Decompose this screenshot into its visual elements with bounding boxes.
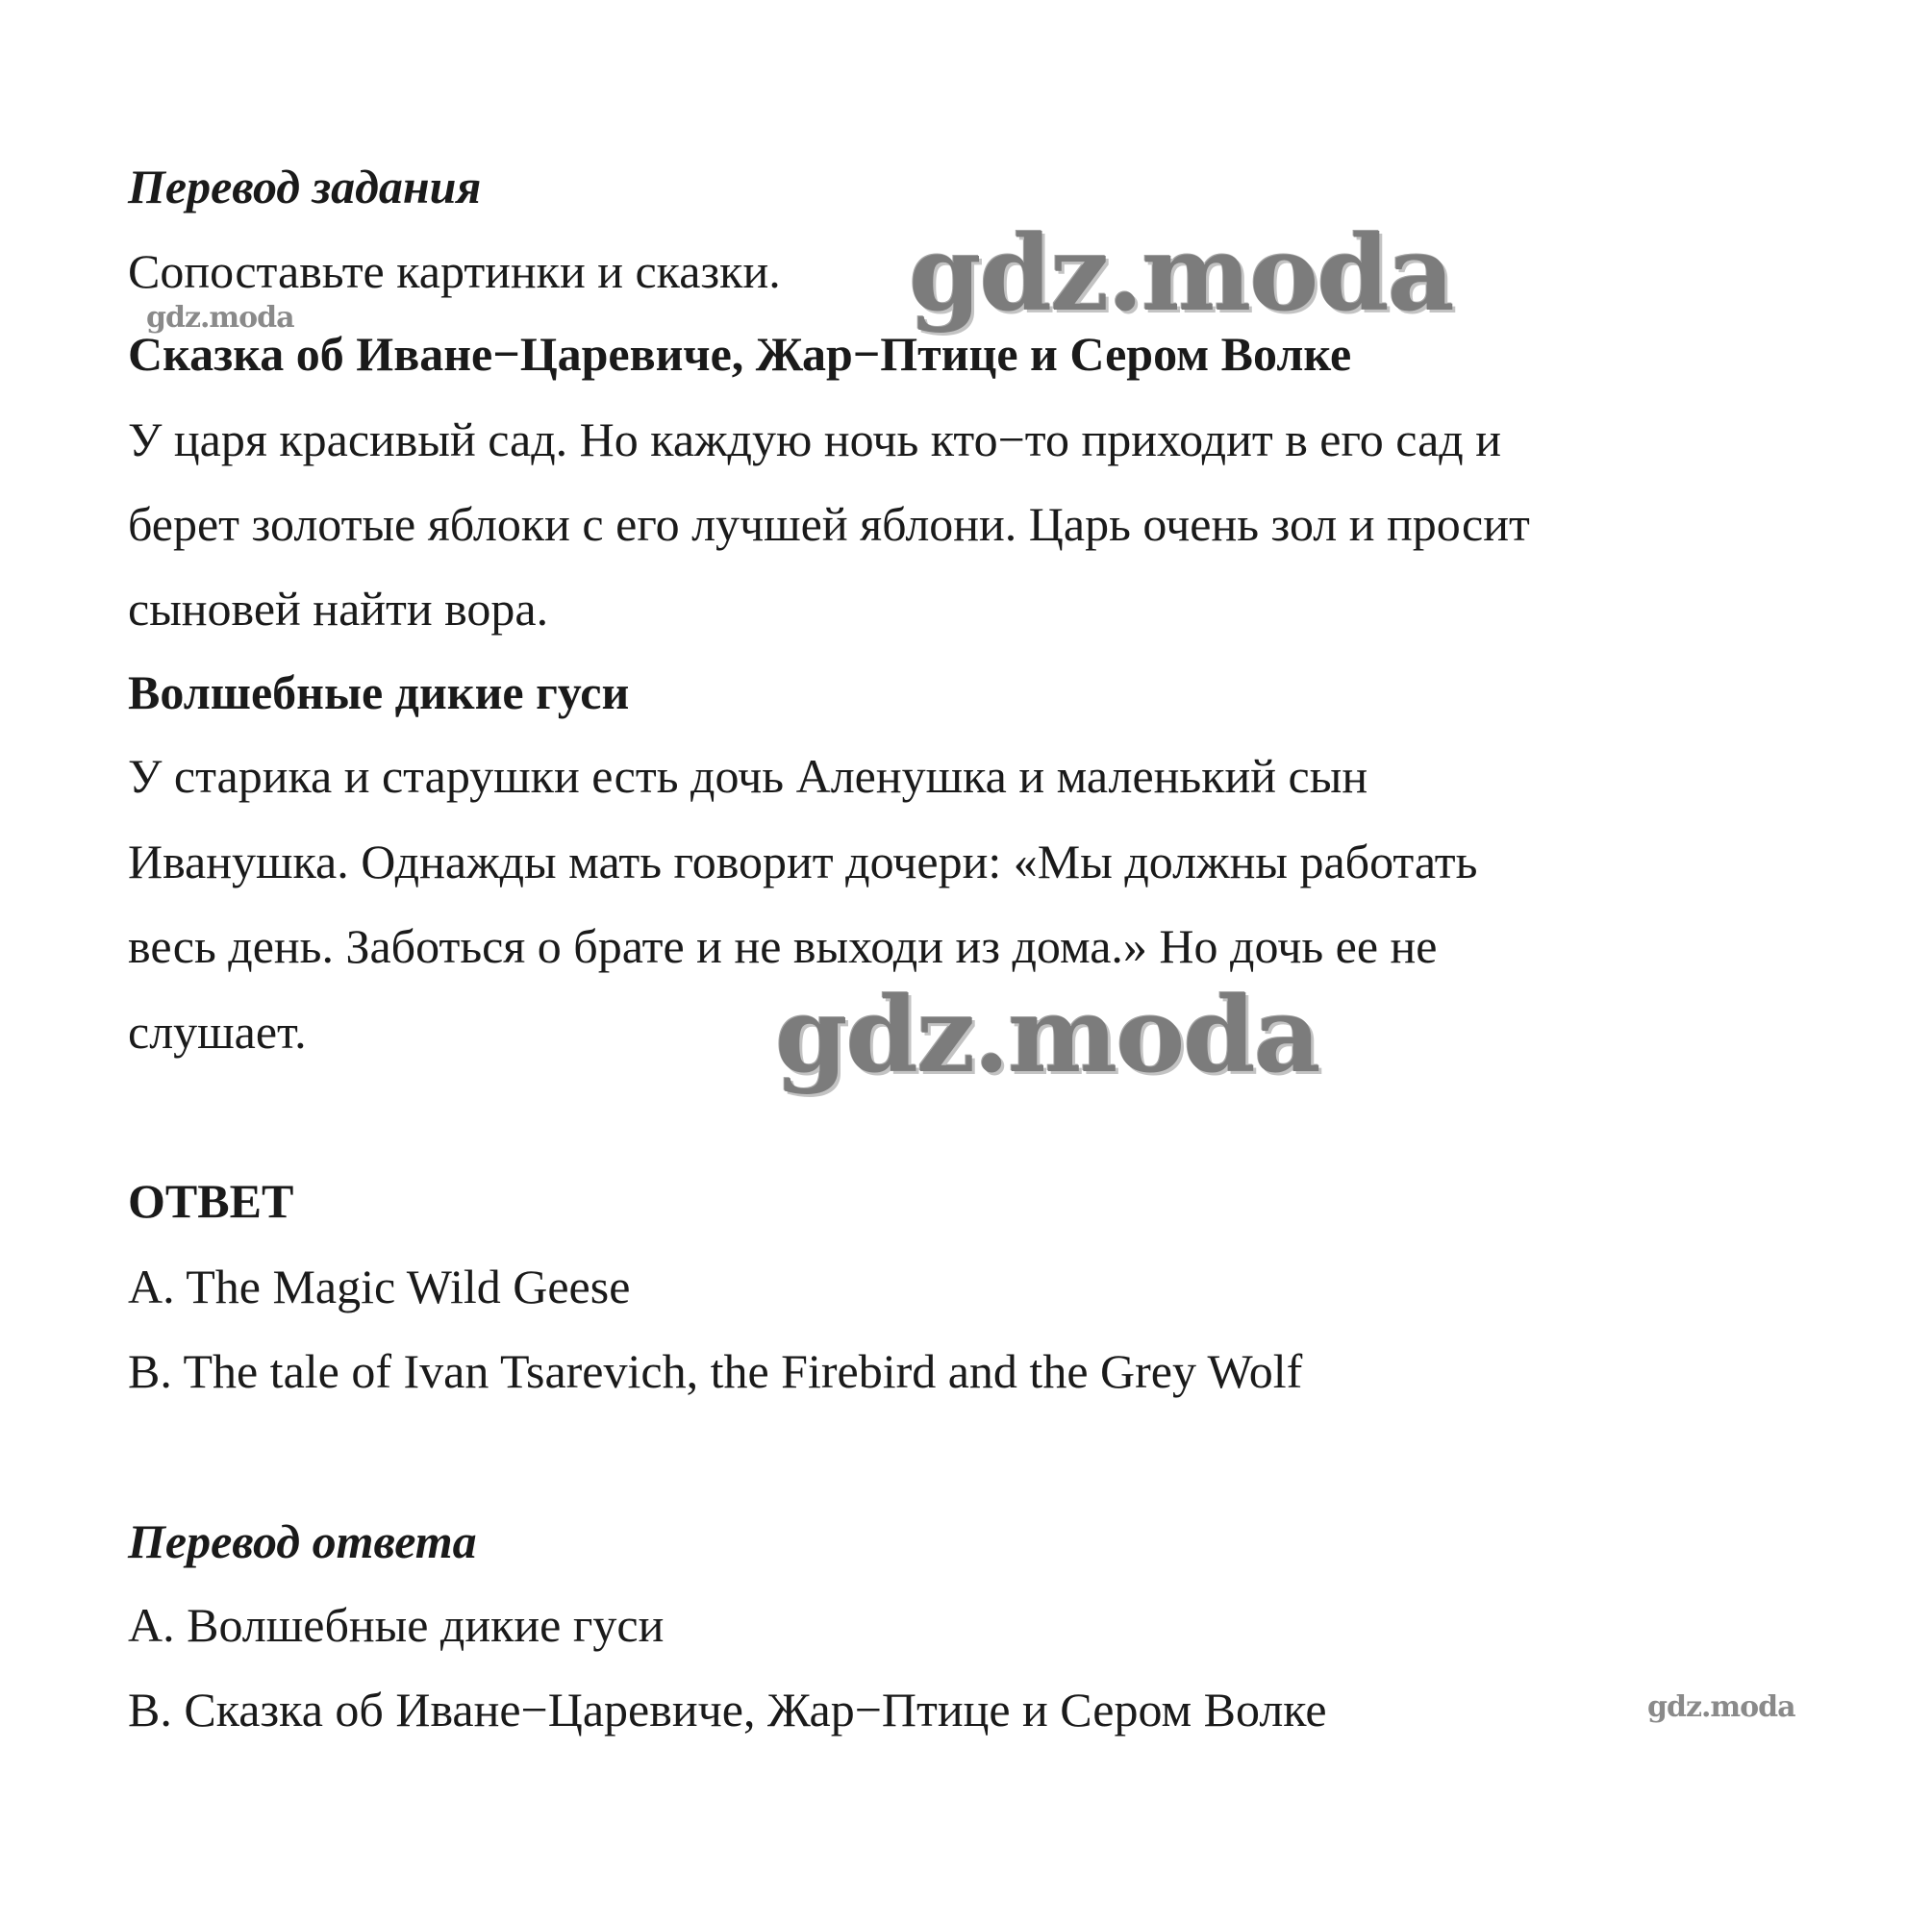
answer-translation-heading: Перевод ответа [128,1514,477,1568]
task-instruction: Сопоставьте картинки и сказки. [128,244,781,298]
story2-title: Волшебные дикие гуси [128,665,630,719]
watermark-logo: gdz.moda [909,213,1453,335]
answer-translation-item-a: A. Волшебные дикие гуси [128,1598,665,1652]
answer-translation-item-b: B. Сказка об Иване−Царевиче, Жар−Птице и Сером Волке [128,1683,1327,1737]
task-heading: Перевод задания [128,160,482,213]
story1-line-1: У царя красивый сад. Но каждую ночь кто−то приходит в его сад и [128,412,1501,466]
watermark-small: gdz.moda [1647,1690,1795,1724]
story2-line-1: У старика и старушки есть дочь Аленушка и маленький сын [128,749,1368,803]
story1-line-2: берет золотые яблоки с его лучшей яблони. Царь очень зол и просит [128,497,1530,551]
story1-title: Сказка об Иване−Царевиче, Жар−Птице и Сером Волке [128,327,1352,381]
answer-heading: ОТВЕТ [128,1174,294,1228]
answer-item-b: B. The tale of Ivan Tsarevich, the Firebird and the Grey Wolf [128,1344,1303,1398]
story2-line-2: Иванушка. Однажды мать говорит дочери: «Мы должны работать [128,835,1478,888]
story2-line-4: слушает. [128,1005,307,1059]
story1-line-3: сыновей найти вора. [128,582,549,636]
watermark-logo: gdz.moda [775,975,1319,1096]
answer-item-a: A. The Magic Wild Geese [128,1260,631,1313]
story2-line-3: весь день. Заботься о брате и не выходи из дома.» Но дочь ее не [128,919,1438,973]
watermark-small: gdz.moda [146,301,294,335]
